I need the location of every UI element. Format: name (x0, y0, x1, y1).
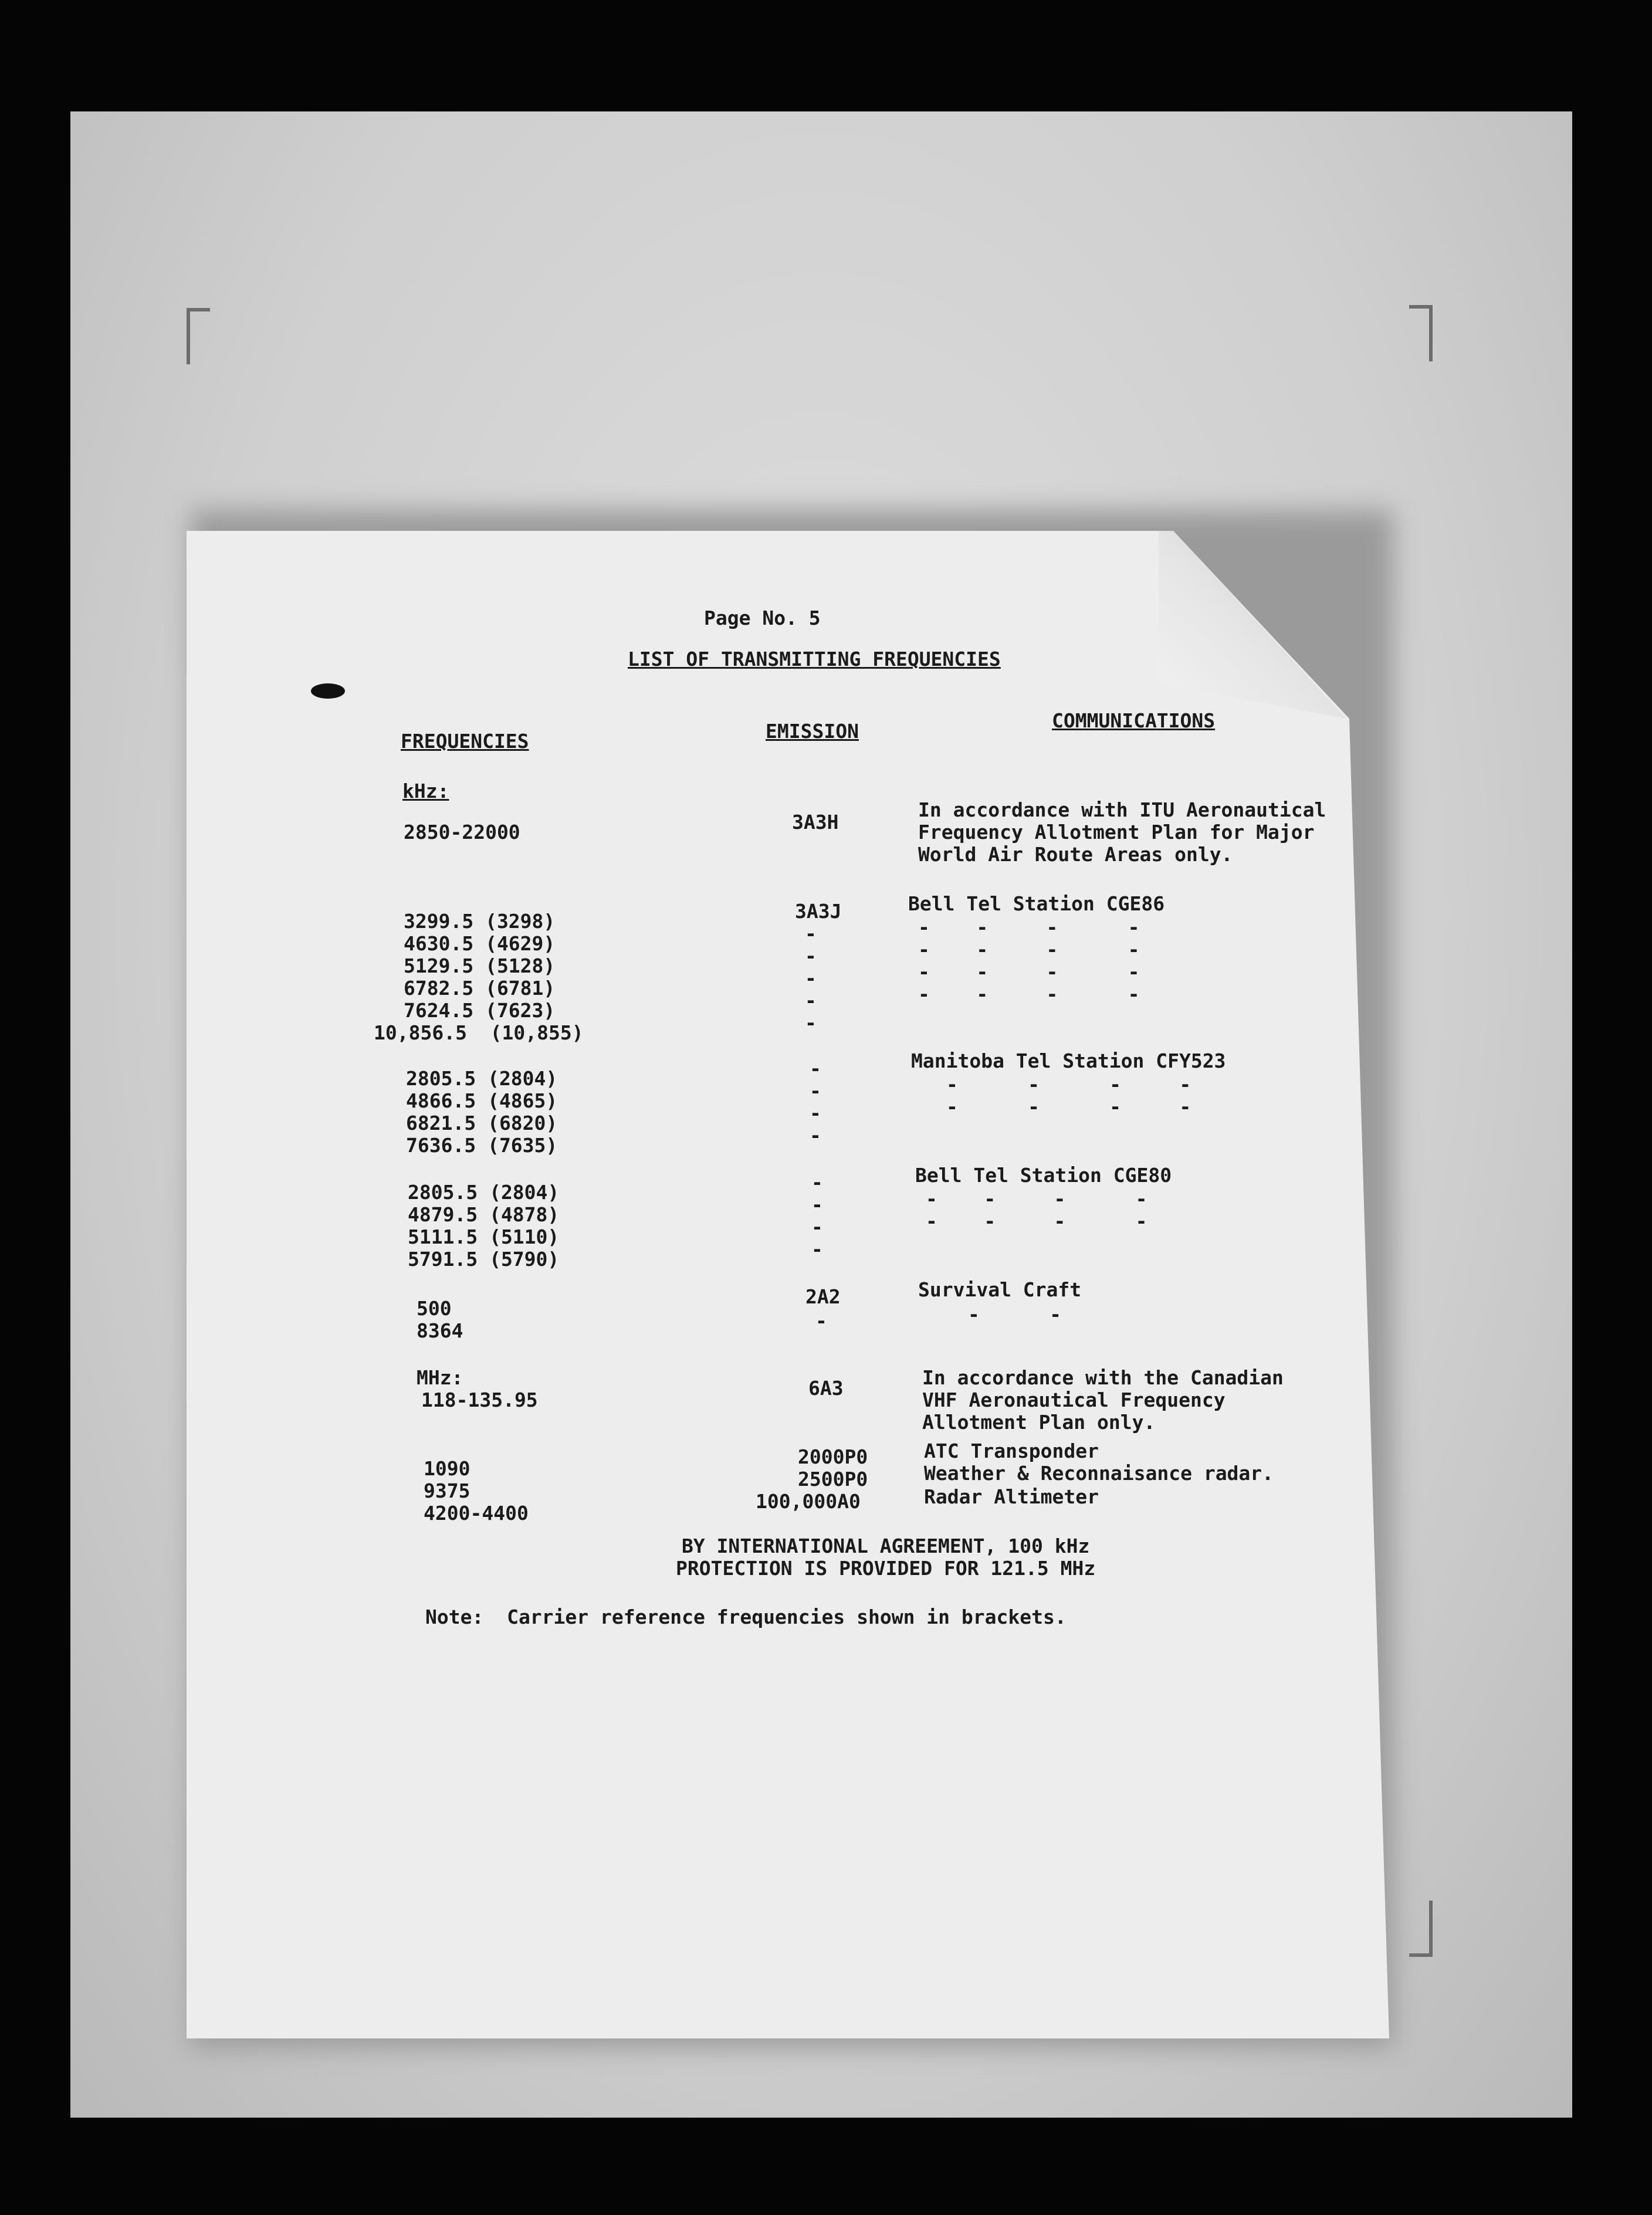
emission-value: 2000P0 (798, 1445, 868, 1468)
emission-value: - (810, 1102, 821, 1125)
emission-value: - (810, 1124, 821, 1147)
emission-value: - (811, 1238, 823, 1261)
freq-value: 5129.5 (5128) (404, 954, 556, 977)
communications-value: Bell Tel Station CGE80 (915, 1164, 1172, 1187)
freq-value: 10,856.5 (10,855) (374, 1021, 584, 1044)
communications-value: - - (968, 1303, 1061, 1326)
communications-value: In accordance with ITU Aeronautical Frequency Allotment Plan for Major World Air Route Areas only. (918, 798, 1326, 866)
emission-value: - (811, 1171, 823, 1194)
communications-value: - - - - (918, 983, 1140, 1005)
communications-value: - - - - (946, 1073, 1191, 1096)
freq-value: 2805.5 (2804) (408, 1181, 560, 1204)
communications-value: - - - - (946, 1095, 1191, 1118)
communications-value: Survival Craft (918, 1278, 1082, 1301)
emission-value: - (810, 1057, 821, 1080)
crop-mark-top-left (187, 308, 210, 364)
emission-value: - (805, 944, 817, 967)
communications-value: ATC Transponder (924, 1440, 1099, 1462)
freq-value: 5791.5 (5790) (408, 1248, 560, 1271)
freq-value: 2805.5 (2804) (406, 1067, 558, 1090)
unit-khz: kHz: (402, 780, 449, 802)
note-text: Note: Carrier reference frequencies shown in brackets. (425, 1606, 1067, 1628)
freq-value: 9375 (424, 1479, 470, 1502)
unit-mhz: MHz: (417, 1366, 463, 1389)
freq-value: 4200-4400 (424, 1502, 529, 1525)
freq-value: 2850-22000 (404, 821, 520, 844)
emission-value: - (805, 922, 817, 945)
communications-value: - - - - (918, 938, 1140, 961)
emission-value: - (805, 967, 817, 990)
emission-value: - (811, 1193, 823, 1216)
freq-value: 4630.5 (4629) (404, 932, 556, 955)
communications-value: Bell Tel Station CGE86 (908, 892, 1165, 915)
emission-value: 3A3J (795, 900, 842, 923)
document-sheet (187, 531, 1389, 2038)
header-communications: COMMUNICATIONS (1052, 709, 1216, 732)
freq-value: 3299.5 (3298) (404, 910, 556, 933)
freq-value: 1090 (424, 1457, 470, 1480)
crop-mark-top-right (1409, 305, 1433, 361)
page-number: Page No. 5 (704, 607, 821, 629)
freq-value: 6821.5 (6820) (406, 1112, 558, 1134)
document-title: LIST OF TRANSMITTING FREQUENCIES (628, 648, 1001, 670)
freq-value: 500 (417, 1297, 452, 1320)
agreement-text: BY INTERNATIONAL AGREEMENT, 100 kHz PROTECTION IS PROVIDED FOR 121.5 MHz (676, 1535, 1096, 1580)
emission-value: - (805, 989, 817, 1012)
header-emission: EMISSION (766, 720, 859, 743)
ink-blot (311, 683, 345, 699)
header-frequencies: FREQUENCIES (401, 730, 529, 753)
communications-value: - - - - (918, 960, 1140, 983)
emission-value: 6A3 (808, 1377, 844, 1400)
emission-value: 2A2 (805, 1285, 841, 1308)
communications-value: Manitoba Tel Station CFY523 (911, 1049, 1226, 1072)
communications-value: - - - - (918, 916, 1140, 939)
freq-value: 6782.5 (6781) (404, 977, 556, 1000)
freq-value: 7636.5 (7635) (406, 1134, 558, 1157)
emission-value: 3A3H (792, 811, 839, 834)
emission-value: 100,000A0 (756, 1490, 861, 1513)
communications-value: Radar Altimeter (924, 1485, 1099, 1508)
freq-value: 5111.5 (5110) (408, 1225, 560, 1248)
freq-value: 4879.5 (4878) (408, 1203, 560, 1226)
emission-value: - (810, 1079, 821, 1102)
communications-value: - - - - (926, 1210, 1147, 1232)
crop-mark-bottom-right (1409, 1901, 1433, 1957)
emission-value: 2500P0 (798, 1468, 868, 1491)
emission-value: - (805, 1011, 817, 1034)
freq-value: 7624.5 (7623) (404, 999, 556, 1022)
freq-value: 8364 (417, 1319, 463, 1342)
communications-value: - - - - (926, 1187, 1147, 1210)
freq-value: 4866.5 (4865) (406, 1089, 558, 1112)
emission-value: - (811, 1215, 823, 1238)
freq-value: 118-135.95 (421, 1388, 538, 1411)
communications-value: Weather & Reconnaisance radar. (924, 1462, 1274, 1485)
emission-value: - (815, 1309, 827, 1332)
communications-value: In accordance with the Canadian VHF Aeronautical Frequency Allotment Plan only. (922, 1366, 1284, 1434)
